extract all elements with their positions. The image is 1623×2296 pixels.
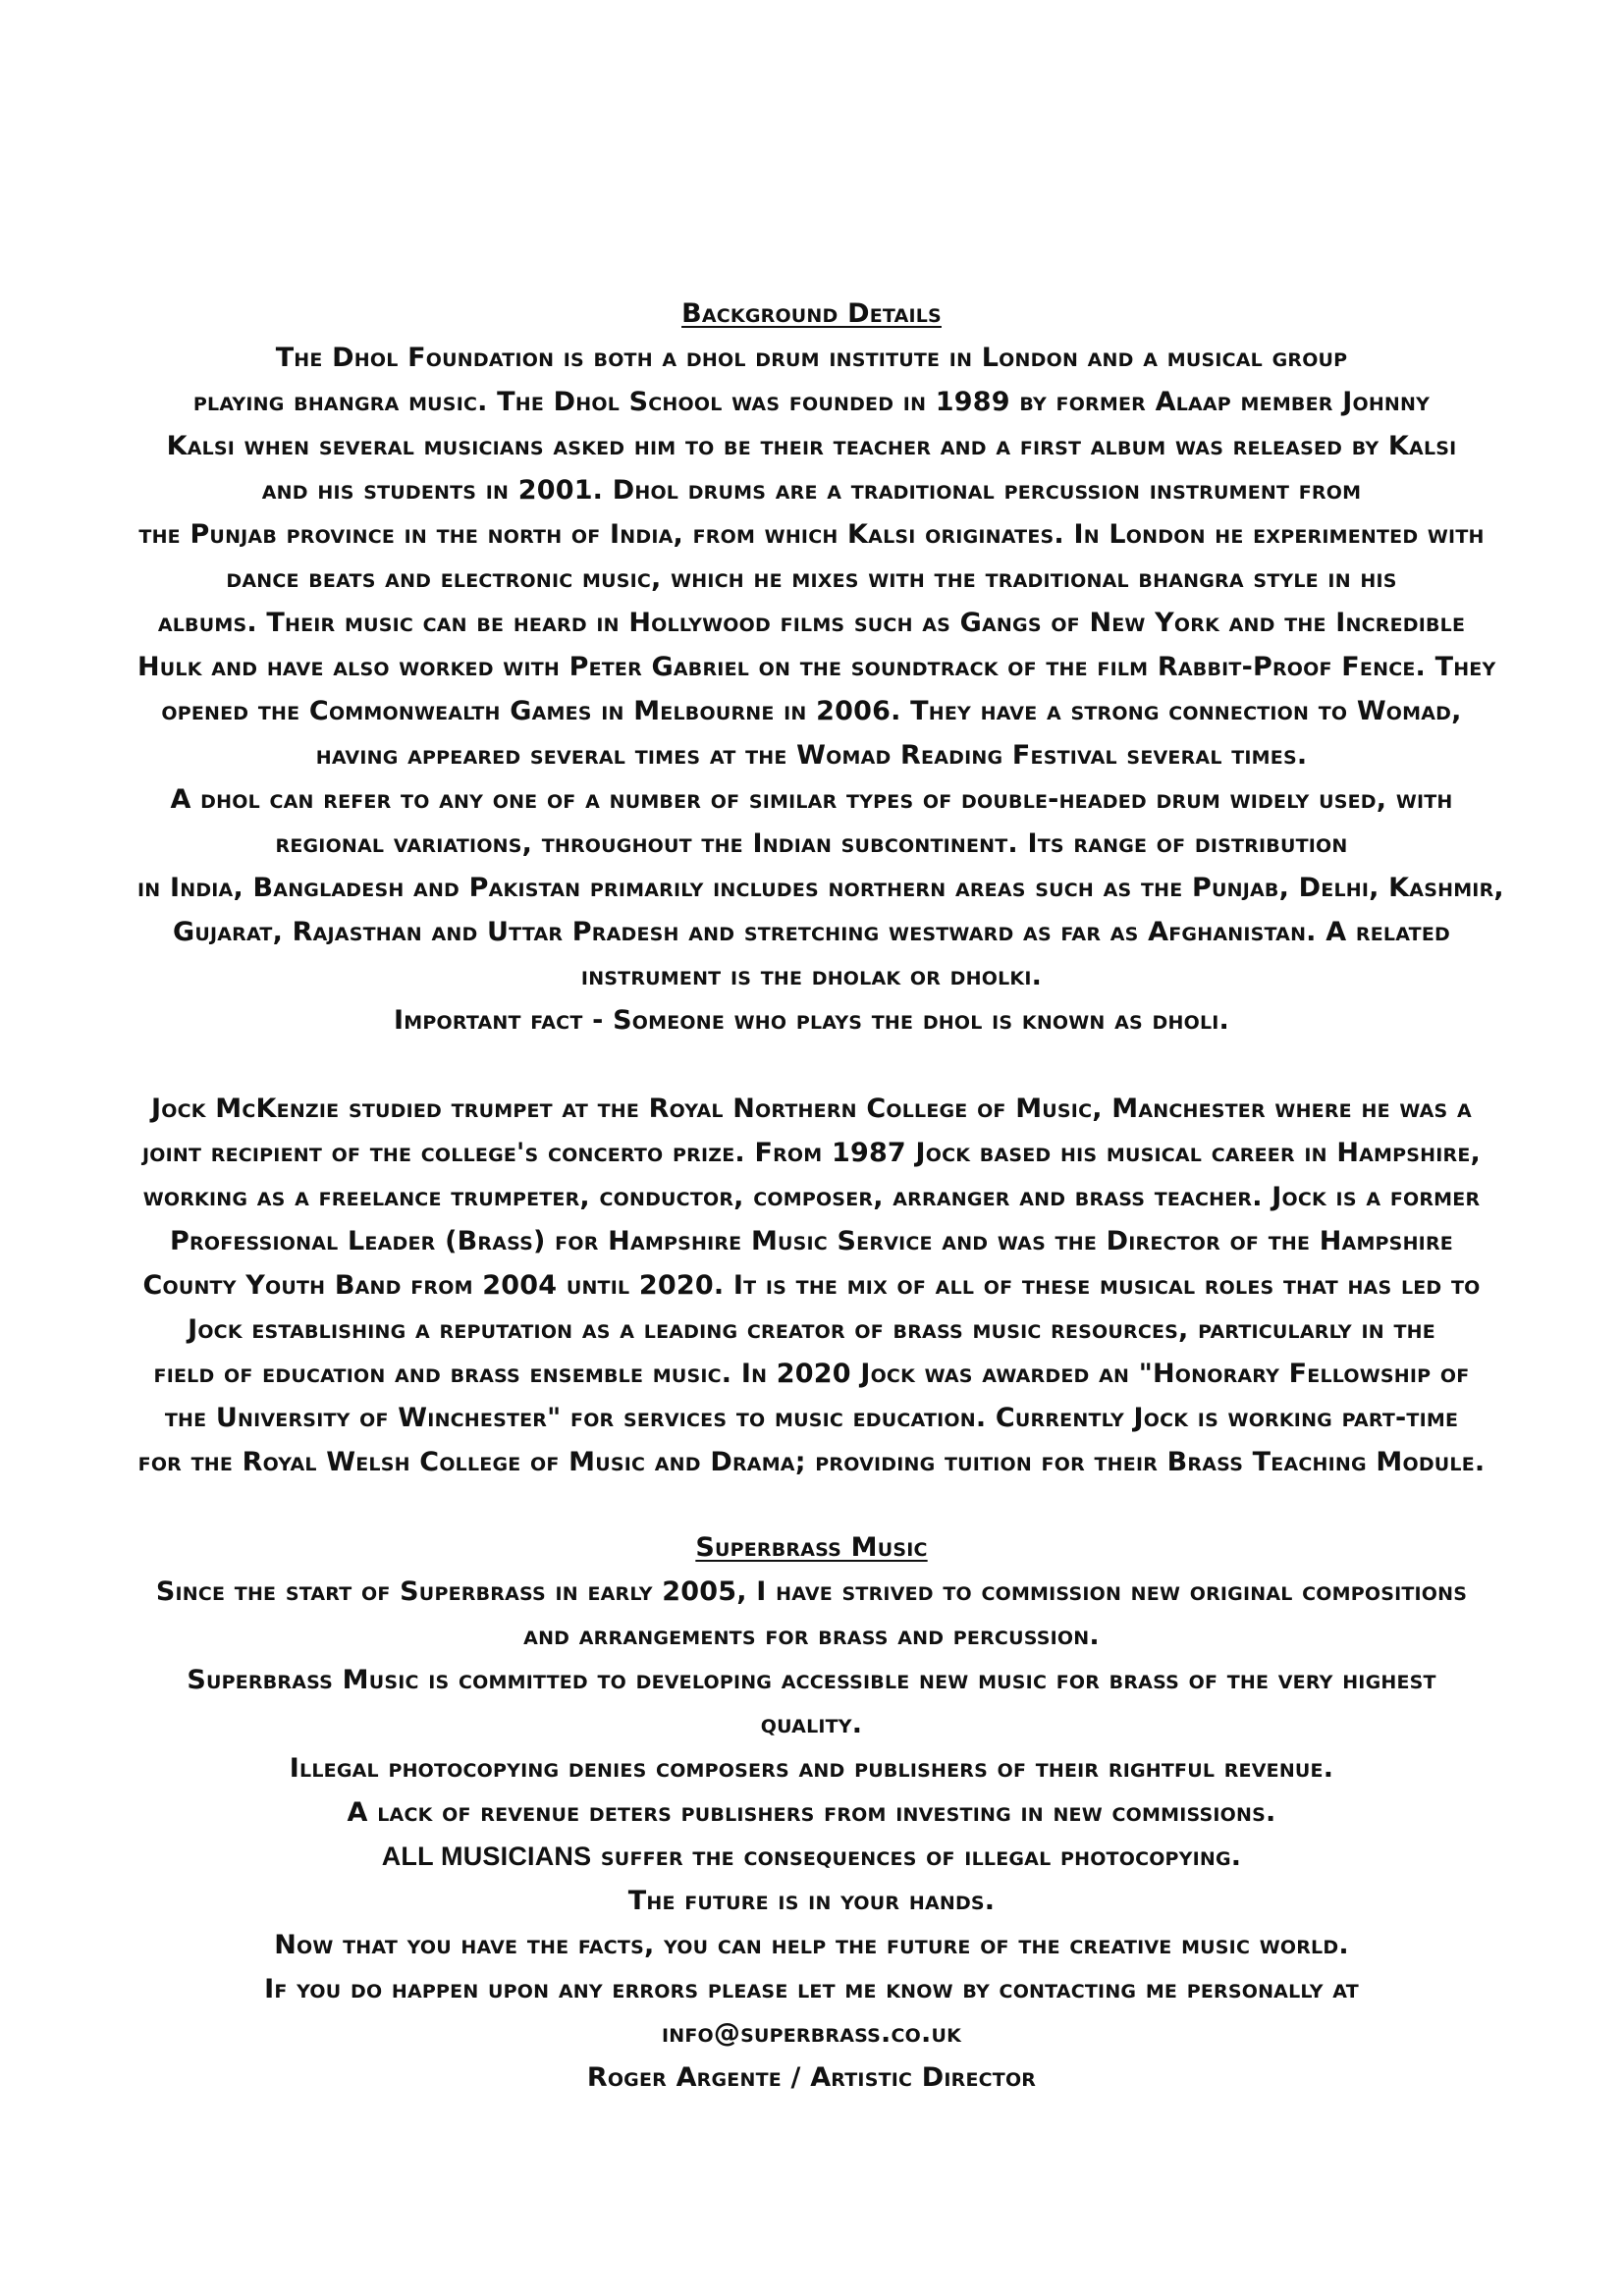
text-line: having appeared several times at the Womad Reading Festival several times. [315,740,1308,771]
background-paragraph-1 [137,336,1496,777]
future-line: The future is in your hands. [627,1886,996,1916]
text-line: Gujarat, Rajasthan and Uttar Pradesh and stretching westward as far as Afghanistan. A related [173,917,1450,947]
text-line: working as a freelance trumpeter, conductor, composer, arranger and brass teacher. Jock is a former [142,1182,1481,1212]
text-line: instrument is the dholak or dholki. [580,961,1043,991]
spacer [137,1484,1486,1525]
text-line: County Youth Band from 2004 until 2020. It is the mix of all of these musical roles that has led to [142,1270,1481,1301]
text-line: and arrangements for brass and percussion. [523,1621,1100,1651]
text-line: Since the start of Superbrass in early 2005, I have strived to commission new original compositions [155,1576,1468,1607]
important-fact: Important fact - Someone who plays the dhol is known as dholi. [394,1005,1229,1036]
text-line: The Dhol Foundation is both a dhol drum institute in London and a musical group [275,343,1348,373]
all-musicians-rest: suffer the consequences of illegal photocopying. [591,1842,1242,1872]
errors-line: If you do happen upon any errors please let me know by contacting me personally at [264,1974,1359,2004]
text-line: A dhol can refer to any one of a number of similar types of double-headed drum widely used, with [170,784,1453,815]
superbrass-commitment [137,1658,1486,1746]
all-musicians-line [137,1835,1486,1879]
text-line: albums. Their music can be heard in Hollywood films such as Gangs of New York and the Incredible [157,608,1466,638]
text-line: in India, Bangladesh and Pakistan primarily includes northern areas such as the Punjab, Delhi, Kashmir, [137,873,1504,903]
document-page [137,292,1504,2100]
text-line: and his students in 2001. Dhol drums are a traditional percussion instrument from [261,475,1362,506]
text-line: the Punjab province in the north of India, from which Kalsi originates. In London he experimented with [138,519,1485,550]
superbrass-intro [137,1570,1486,1658]
text-line: Jock McKenzie studied trumpet at the Royal Northern College of Music, Manchester where he was a [151,1094,1472,1124]
text-line: Jock establishing a reputation as a leading creator of brass music resources, particularly in the [188,1314,1435,1345]
text-line: Kalsi when several musicians asked him to be their teacher and a first album was released by Kalsi [166,431,1457,461]
text-line: Hulk and have also worked with Peter Gabriel on the soundtrack of the film Rabbit-Proof Fence. They [137,652,1496,682]
superbrass-heading: Superbrass Music [695,1532,928,1563]
text-line: playing bhangra music. The Dhol School was founded in 1989 by former Alaap member Johnny [192,387,1431,417]
illegal-photocopying-line: Illegal photocopying denies composers and publishers of their rightful revenue. [289,1753,1334,1784]
text-line: field of education and brass ensemble music. In 2020 Jock was awarded an "Honorary Fellowship of [153,1359,1470,1389]
text-line: Superbrass Music is committed to developing accessible new music for brass of the very highest [187,1665,1436,1695]
text-line: Professional Leader (Brass) for Hampshire Music Service and was the Director of the Hampshire [170,1226,1453,1256]
spacer [137,1042,1486,1087]
text-line: quality. [760,1709,863,1739]
text-line: joint recipient of the college's concerto prize. From 1987 Jock based his musical career in Hampshire, [142,1138,1481,1168]
text-line: for the Royal Welsh College of Music and Drama; providing tuition for their Brass Teaching Module. [137,1447,1486,1477]
background-paragraph-2 [137,777,1504,998]
text-line: regional variations, throughout the Indian subcontinent. Its range of distribution [275,828,1348,859]
background-heading: Background Details [681,298,942,329]
text-line: dance beats and electronic music, which he mixes with the traditional bhangra style in his [226,563,1397,594]
contact-email: info@superbrass.co.uk [661,2018,962,2049]
bio-paragraph [137,1087,1486,1484]
all-musicians-caps: ALL MUSICIANS [381,1842,592,1871]
text-line: opened the Commonwealth Games in Melbourne in 2006. They have a strong connection to Womad, [161,696,1462,726]
facts-line: Now that you have the facts, you can help the future of the creative music world. [274,1930,1349,1960]
lack-of-revenue-line: A lack of revenue deters publishers from investing in new commissions. [347,1797,1276,1828]
text-line: the University of Winchester" for services to music education. Currently Jock is working part-time [164,1403,1459,1433]
signature: Roger Argente / Artistic Director [586,2062,1037,2093]
